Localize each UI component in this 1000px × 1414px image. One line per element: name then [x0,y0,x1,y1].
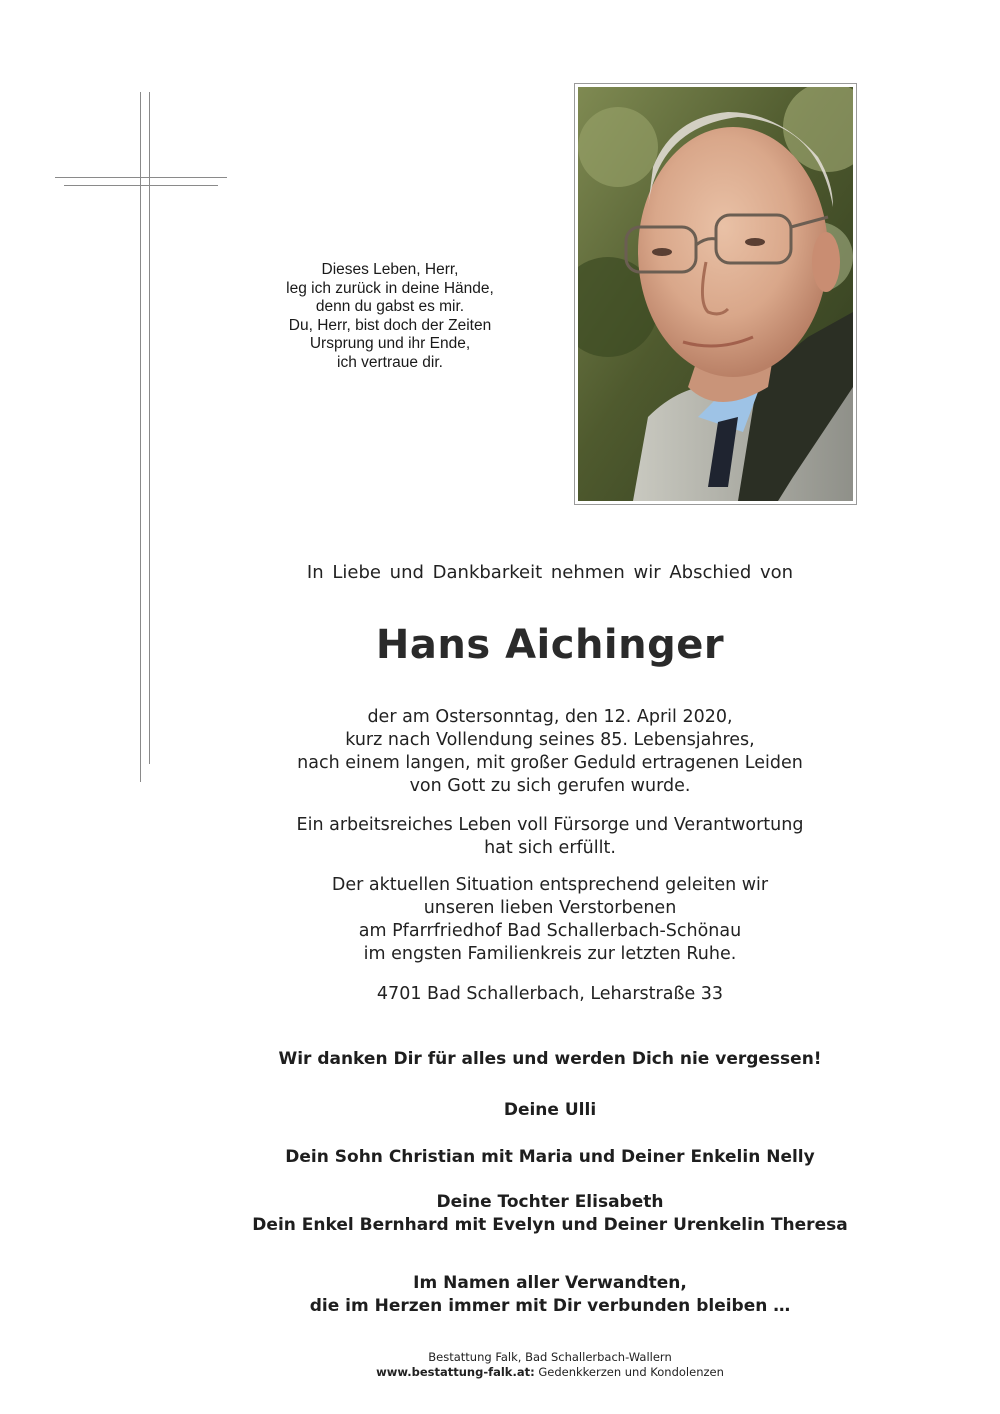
poem-line: leg ich zurück in deine Hände, [286,279,494,297]
mourner-daughter-grandson [200,1191,900,1237]
deceased-name: Hans Aichinger [375,622,725,668]
burial-line: Der aktuellen Situation entsprechend geleiten wir [331,875,769,895]
closing-line: Im Namen aller Verwandten, [413,1273,687,1293]
footer-line-2-text: Gedenkkerzen und Kondolenzen [534,1365,724,1379]
death-notice [200,706,900,798]
death-notice-line: kurz nach Vollendung seines 85. Lebensjahres, [345,730,755,750]
death-notice-line: der am Ostersonntag, den 12. April 2020, [367,707,733,727]
address-line: 4701 Bad Schallerbach, Leharstraße 33 [376,984,724,1004]
death-notice-line: nach einem langen, mit großer Geduld ertragenen Leiden [297,753,803,773]
mourner-line: Deine Tochter Elisabeth [436,1192,664,1212]
poem-line: Dieses Leben, Herr, [321,261,459,278]
poem-line: Ursprung und ihr Ende, [309,335,471,352]
poem [250,261,530,372]
mourner-line: Dein Sohn Christian mit Maria und Deiner Enkelin Nelly [285,1147,815,1167]
closing-text [200,1272,900,1318]
death-notice-line: von Gott zu sich gerufen wurde. [409,776,691,796]
intro-text: In Liebe und Dankbarkeit nehmen wir Abschied von [306,562,794,583]
life-line: Ein arbeitsreiches Leben voll Fürsorge und Verantwortung [296,815,804,835]
burial-line: im engsten Familienkreis zur letzten Ruhe. [363,944,737,964]
mourner-line: Deine Ulli [503,1100,597,1120]
footer-line-2 [300,1365,800,1380]
footer-website-link[interactable]: www.bestattung-falk.at: [376,1365,535,1379]
mourner-son [200,1146,900,1169]
portrait-photo [574,83,857,505]
poem-line: denn du gabst es mir. [315,298,465,315]
footer-line-1: Bestattung Falk, Bad Schallerbach-Wallern [428,1350,672,1364]
closing-line: die im Herzen immer mit Dir verbunden bleiben … [309,1296,791,1316]
thanks-line: Wir danken Dir für alles und werden Dich nie vergessen! [278,1049,822,1069]
mourner-wife [200,1099,900,1122]
poem-line: ich vertraue dir. [337,353,443,371]
burial-line: am Pfarrfriedhof Bad Schallerbach-Schönau [358,921,742,941]
footer [300,1350,800,1380]
poem-line: Du, Herr, bist doch der Zeiten [288,316,492,334]
thanks-text [200,1048,900,1071]
mourner-line: Dein Enkel Bernhard mit Evelyn und Deiner Urenkelin Theresa [252,1215,848,1235]
life-text [200,814,900,860]
life-line: hat sich erfüllt. [484,838,616,858]
burial-text [200,874,900,966]
burial-line: unseren lieben Verstorbenen [423,898,677,918]
address [200,983,900,1006]
